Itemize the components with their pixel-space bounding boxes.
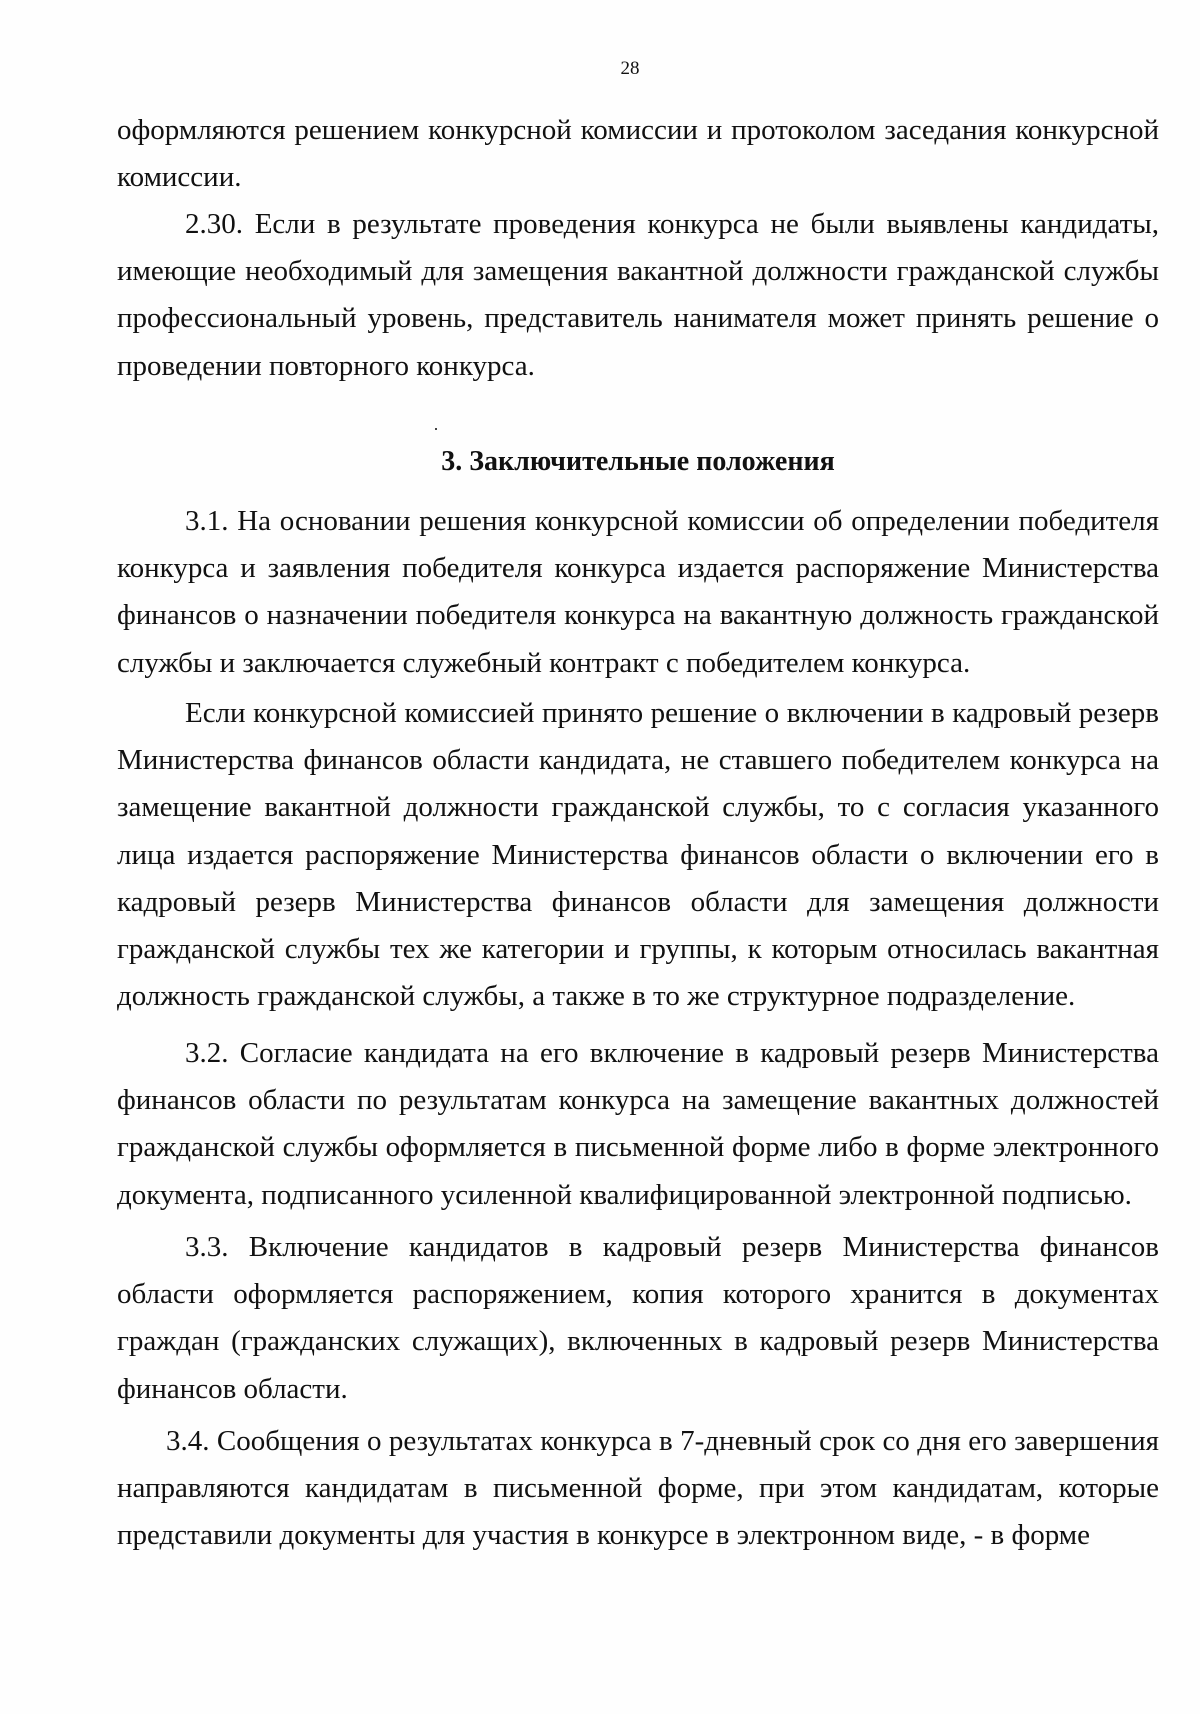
paragraph-2-30 xyxy=(117,201,1159,390)
paragraph-3-3 xyxy=(117,1224,1159,1413)
paragraph-text: 3.3. Включение кандидатов в кадровый резерв Министерства финансов области оформляется распоряжением, копия которого хранится в документах граждан (гражданских служащих), включенных в кадровый резерв Министерства финансов области. xyxy=(117,1231,1159,1405)
paragraph-text: оформляются решением конкурсной комиссии и протоколом заседания конкурсной комиссии. xyxy=(117,114,1159,194)
paragraph-3-1-continuation xyxy=(117,690,1159,1020)
paragraph-text: Если конкурсной комиссией принято решение о включении в кадровый резерв Министерства финансов области кандидата, не ставшего победителем конкурса на замещение вакантной должности гражданской службы, то с согласия указанного лица издается распоряжение Министерства финансов области о включении его в кадровый резерв Министерства финансов области для замещения должности гражданской службы тех же категории и группы, к которым относилась вакантная должность гражданской службы, а также в то же структурное подразделение. xyxy=(117,697,1159,1013)
paragraph-text: 3.1. На основании решения конкурсной комиссии об определении победителя конкурса и заявления победителя конкурса издается распоряжение Министерства финансов о назначении победителя конкурса на вакантную должность гражданской службы и заключается служебный контракт с победителем конкурса. xyxy=(117,505,1159,679)
paragraph-continuation xyxy=(117,107,1159,201)
paragraph-text: 3.2. Согласие кандидата на его включение в кадровый резерв Министерства финансов области по результатам конкурса на замещение вакантных должностей гражданской службы оформляется в письменной форме либо в форме электронного документа, подписанного усиленной квалифицированной электронной подписью. xyxy=(117,1037,1159,1211)
scan-dot xyxy=(435,428,437,430)
paragraph-text: 2.30. Если в результате проведения конкурса не были выявлены кандидаты, имеющие необходимый для замещения вакантной должности гражданской службы профессиональный уровень, представитель нанимателя может принять решение о проведении повторного конкурса. xyxy=(117,208,1159,382)
section-heading: 3. Заключительные положения xyxy=(441,446,835,477)
paragraph-3-4 xyxy=(117,1418,1159,1560)
paragraph-3-2 xyxy=(117,1030,1159,1219)
paragraph-3-1 xyxy=(117,498,1159,687)
paragraph-text: 3.4. Сообщения о результатах конкурса в 7-дневный срок со дня его завершения направляются кандидатам в письменной форме, при этом кандидатам, которые представили документы для участия в конкурсе в электронном виде, - в форме xyxy=(117,1425,1159,1552)
page-number: 28 xyxy=(620,58,640,79)
